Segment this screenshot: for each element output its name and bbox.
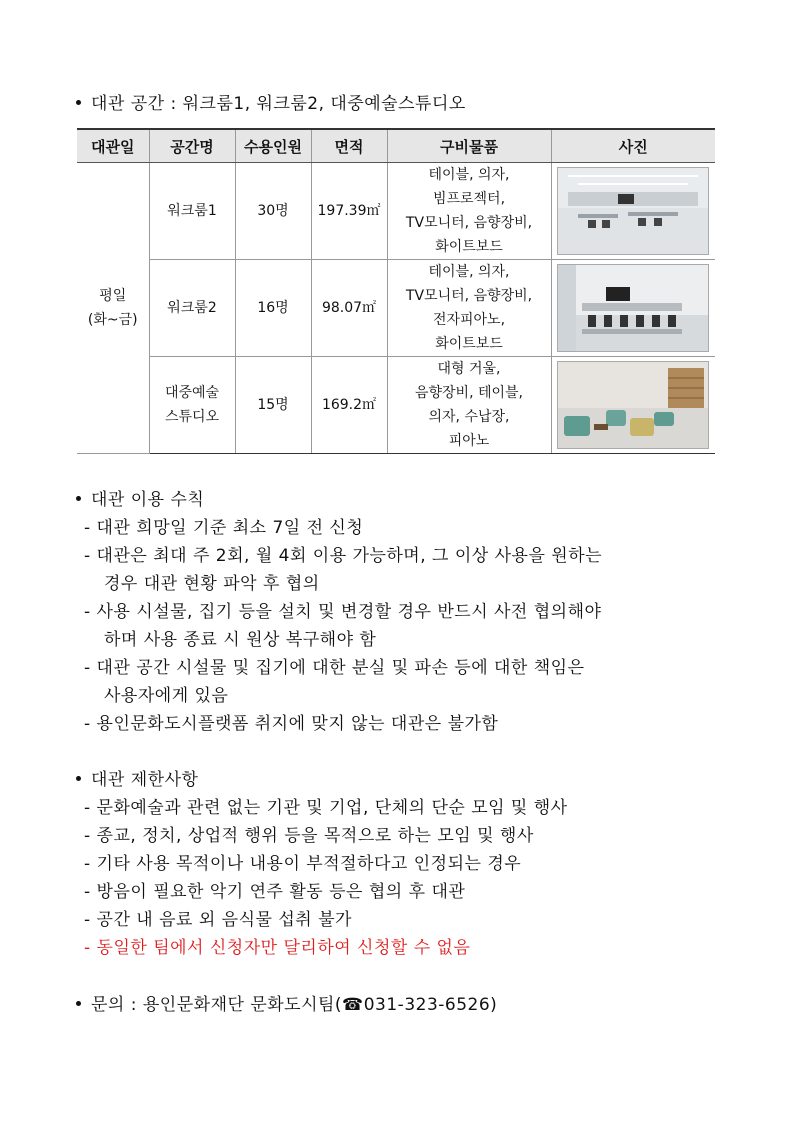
bullet-icon (76, 100, 81, 105)
col-header-equipment: 구비물품 (387, 129, 551, 163)
area-cell: 98.07㎡ (311, 260, 387, 357)
table-row (77, 357, 715, 454)
list-item: - 문화예술과 관련 없는 기관 및 기업, 단체의 단순 모임 및 행사 (84, 798, 568, 818)
section-heading-spaces: 대관 공간 : 워크룸1, 워크룸2, 대중예술스튜디오 (76, 93, 466, 115)
area-cell: 169.2㎡ (311, 357, 387, 454)
rental-day-cell: 평일 (화~금) (77, 163, 149, 454)
space-name-cell: 워크룸2 (149, 260, 235, 357)
capacity-cell: 16명 (235, 260, 311, 357)
list-item-continuation: 사용자에게 있음 (104, 686, 229, 706)
list-item-continuation: 하며 사용 종료 시 원상 복구해야 함 (104, 630, 377, 650)
list-item: - 사용 시설물, 집기 등을 설치 및 변경할 경우 반드시 사전 협의해야 (84, 602, 602, 622)
list-item: - 대관은 최대 주 2회, 월 4회 이용 가능하며, 그 이상 사용을 원하는 (84, 546, 603, 566)
capacity-cell: 30명 (235, 163, 311, 260)
photo-cell (551, 357, 715, 454)
space-name-cell: 워크룸1 (149, 163, 235, 260)
table-header-row (77, 129, 715, 163)
list-item: - 기타 사용 목적이나 내용이 부적절하다고 인정되는 경우 (84, 854, 522, 874)
photo-cell (551, 260, 715, 357)
workroom1-photo (557, 167, 709, 255)
bullet-icon (76, 776, 81, 781)
section-heading-rules: 대관 이용 수칙 (76, 489, 204, 511)
equipment-cell: 대형 거울, 음향장비, 테이블, 의자, 수납장, 피아노 (387, 357, 551, 454)
capacity-cell: 15명 (235, 357, 311, 454)
equipment-cell: 테이블, 의자, TV모니터, 음향장비, 전자피아노, 화이트보드 (387, 260, 551, 357)
bullet-icon (76, 1001, 81, 1006)
col-header-space: 공간명 (149, 129, 235, 163)
list-item: - 용인문화도시플랫폼 취지에 맞지 않는 대관은 불가함 (84, 714, 499, 734)
table-row (77, 163, 715, 260)
list-item: - 대관 희망일 기준 최소 7일 전 신청 (84, 518, 364, 538)
col-header-capacity: 수용인원 (235, 129, 311, 163)
photo-cell (551, 163, 715, 260)
list-item: - 대관 공간 시설물 및 집기에 대한 분실 및 파손 등에 대한 책임은 (84, 658, 585, 678)
col-header-photo: 사진 (551, 129, 715, 163)
contact-line: 문의 : 용인문화재단 문화도시팀(☎031-323-6526) (76, 994, 497, 1016)
section-heading-restrictions: 대관 제한사항 (76, 769, 198, 791)
list-item-continuation: 경우 대관 현황 파악 후 협의 (104, 574, 320, 594)
space-name-cell: 대중예술 스튜디오 (149, 357, 235, 454)
list-item: - 방음이 필요한 악기 연주 활동 등은 협의 후 대관 (84, 882, 466, 902)
list-item-warning: - 동일한 팀에서 신청자만 달리하여 신청할 수 없음 (84, 938, 471, 958)
list-item: - 공간 내 음료 외 음식물 섭취 불가 (84, 910, 352, 930)
workroom2-photo (557, 264, 709, 352)
table-row (77, 260, 715, 357)
col-header-date: 대관일 (77, 129, 149, 163)
equipment-cell: 테이블, 의자, 빔프로젝터, TV모니터, 음향장비, 화이트보드 (387, 163, 551, 260)
area-cell: 197.39㎡ (311, 163, 387, 260)
rental-space-table (77, 128, 715, 454)
col-header-area: 면적 (311, 129, 387, 163)
bullet-icon (76, 496, 81, 501)
restrictions-list (84, 794, 568, 962)
studio-photo (557, 361, 709, 449)
rules-list (84, 514, 602, 738)
list-item: - 종교, 정치, 상업적 행위 등을 목적으로 하는 모임 및 행사 (84, 826, 534, 846)
